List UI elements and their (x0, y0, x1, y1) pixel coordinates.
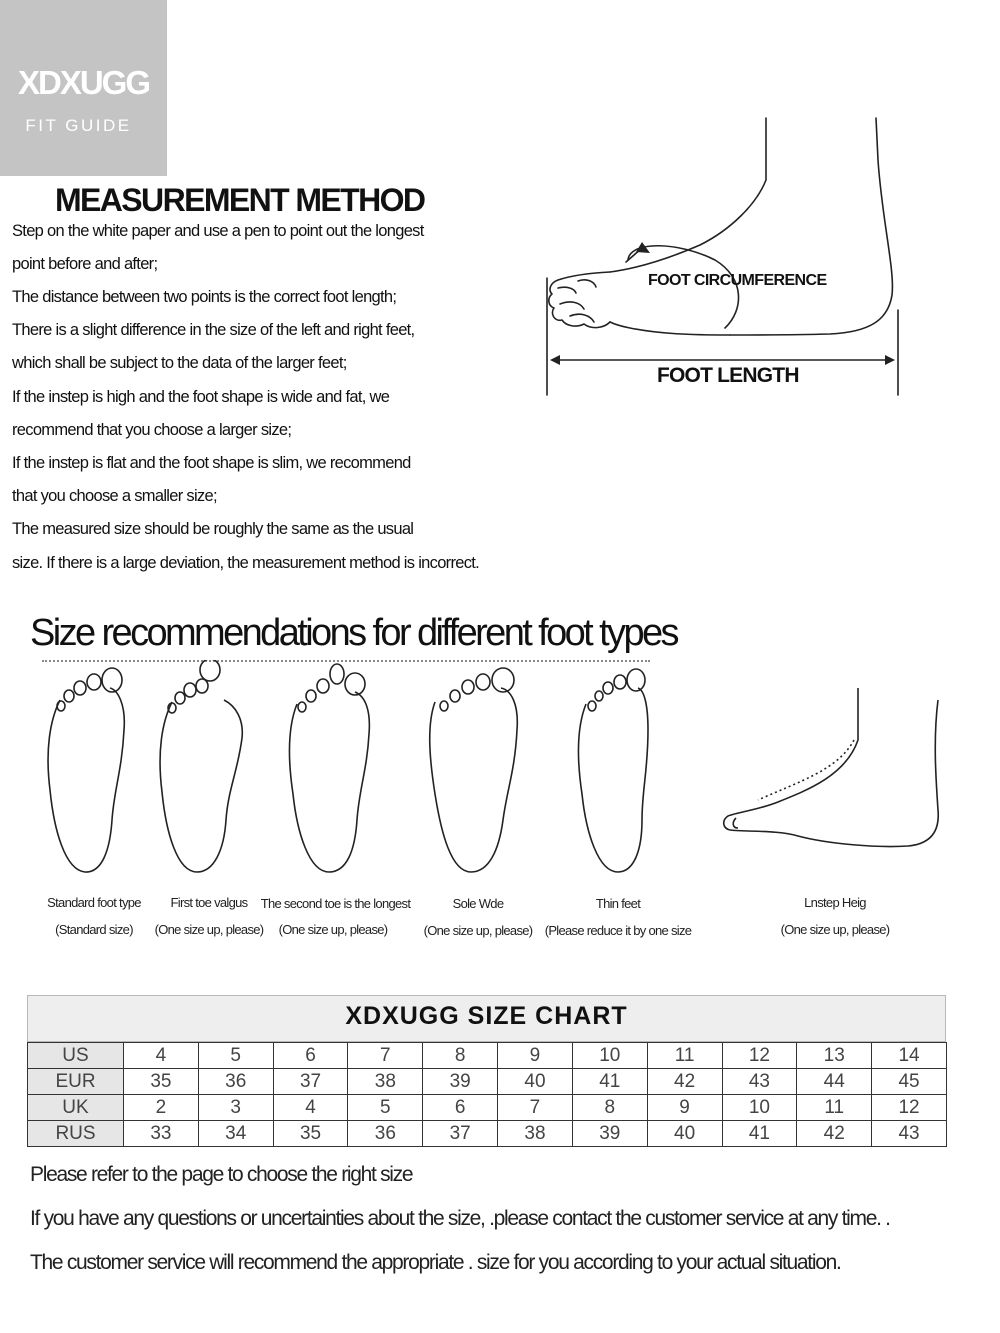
size-cell: 3 (198, 1095, 273, 1121)
size-cell: 37 (273, 1069, 348, 1095)
size-cell: 6 (423, 1095, 498, 1121)
size-cell: 42 (797, 1121, 872, 1147)
table-row (28, 1043, 947, 1069)
size-cell: 33 (124, 1121, 199, 1147)
size-cell: 41 (722, 1121, 797, 1147)
brand-name: XDXUGG (17, 64, 150, 101)
size-cell: 38 (498, 1121, 573, 1147)
note-text: Please refer to the page to choose the right size (30, 1163, 413, 1186)
standard-foot-icon (40, 660, 140, 880)
size-chart-table (27, 1042, 947, 1147)
foot-type-name: Thin feet (595, 896, 641, 911)
size-cell: 36 (348, 1121, 423, 1147)
size-cell: 43 (872, 1121, 947, 1147)
size-cell: 10 (572, 1043, 647, 1069)
measurement-line: that you choose a smaller size; (12, 487, 217, 505)
size-chart-title: XDXUGG SIZE CHART (345, 1002, 628, 1030)
foot-circumference-label: FOOT CIRCUMFERENCE (648, 272, 827, 289)
foot-type-advice: (Standard size) (55, 922, 133, 937)
size-cell: 10 (722, 1095, 797, 1121)
toe-valgus-foot-icon (152, 660, 252, 880)
size-cell: 5 (348, 1095, 423, 1121)
table-row (28, 1095, 947, 1121)
size-cell: 11 (647, 1043, 722, 1069)
measurement-line: recommend that you choose a larger size; (12, 421, 292, 439)
long-second-toe-foot-icon (285, 660, 385, 880)
table-row (28, 1121, 947, 1147)
size-cell: 34 (198, 1121, 273, 1147)
measurement-line: The distance between two points is the correct foot length; (12, 288, 397, 306)
measurement-line: The measured size should be roughly the same as the usual (12, 520, 414, 538)
foot-type-name: Lnstep Heig (804, 895, 866, 910)
row-label: US (28, 1043, 124, 1069)
foot-measurement-diagram-icon (530, 110, 920, 400)
size-cell: 35 (124, 1069, 199, 1095)
measurement-title: MEASUREMENT METHOD (55, 182, 425, 218)
size-cell: 40 (647, 1121, 722, 1147)
size-cell: 41 (572, 1069, 647, 1095)
size-cell: 39 (572, 1121, 647, 1147)
size-cell: 40 (498, 1069, 573, 1095)
size-cell: 7 (498, 1095, 573, 1121)
note-text: If you have any questions or uncertainties about the size, .please contact the customer service at any time. . (30, 1207, 890, 1230)
foot-type-name: The second toe is the longest (260, 896, 411, 911)
foot-type-name: First toe valgus (170, 895, 248, 910)
measurement-line: which shall be subject to the data of the larger feet; (12, 354, 347, 372)
size-cell: 2 (124, 1095, 199, 1121)
measurement-line: If the instep is high and the foot shape is wide and fat, we (12, 388, 390, 406)
size-cell: 43 (722, 1069, 797, 1095)
foot-type-advice: (One size up, please) (423, 923, 533, 938)
measurement-line: If the instep is flat and the foot shape is slim, we recommend (12, 454, 411, 472)
measurement-line: Step on the white paper and use a pen to point out the longest (12, 222, 424, 240)
table-row (28, 1069, 947, 1095)
size-cell: 4 (124, 1043, 199, 1069)
size-cell: 8 (572, 1095, 647, 1121)
size-cell: 37 (423, 1121, 498, 1147)
size-cell: 14 (872, 1043, 947, 1069)
foot-type-advice: (One size up, please) (278, 922, 388, 937)
size-cell: 4 (273, 1095, 348, 1121)
foot-type-advice: (One size up, please) (780, 922, 890, 937)
size-cell: 12 (722, 1043, 797, 1069)
measurement-line: point before and after; (12, 255, 158, 273)
row-label: EUR (28, 1069, 124, 1095)
measurement-line: size. If there is a large deviation, the measurement method is incorrect. (12, 554, 480, 572)
high-instep-foot-icon (718, 660, 948, 860)
size-cell: 45 (872, 1069, 947, 1095)
thin-foot-icon (572, 660, 672, 880)
foot-type-name: Standard foot type (47, 895, 141, 910)
foot-length-label: FOOT LENGTH (657, 364, 799, 387)
size-cell: 13 (797, 1043, 872, 1069)
foot-type-advice: (Please reduce it by one size (544, 923, 692, 938)
wide-sole-foot-icon (425, 660, 525, 880)
size-cell: 38 (348, 1069, 423, 1095)
size-cell: 44 (797, 1069, 872, 1095)
row-label: RUS (28, 1121, 124, 1147)
size-cell: 6 (273, 1043, 348, 1069)
foot-type-name: Sole Wde (452, 896, 504, 911)
row-label: UK (28, 1095, 124, 1121)
brand-subtitle: FIT GUIDE (25, 116, 132, 135)
foot-type-advice: (One size up, please) (154, 922, 264, 937)
size-cell: 5 (198, 1043, 273, 1069)
size-cell: 11 (797, 1095, 872, 1121)
size-cell: 8 (423, 1043, 498, 1069)
size-cell: 12 (872, 1095, 947, 1121)
note-text: The customer service will recommend the appropriate . size for you according to your actual situation. (30, 1251, 841, 1274)
size-cell: 9 (647, 1095, 722, 1121)
recommendations-title: Size recommendations for different foot types (30, 612, 677, 654)
size-cell: 36 (198, 1069, 273, 1095)
size-cell: 35 (273, 1121, 348, 1147)
size-cell: 7 (348, 1043, 423, 1069)
size-cell: 39 (423, 1069, 498, 1095)
size-cell: 9 (498, 1043, 573, 1069)
measurement-line: There is a slight difference in the size of the left and right feet, (12, 321, 415, 339)
size-cell: 42 (647, 1069, 722, 1095)
